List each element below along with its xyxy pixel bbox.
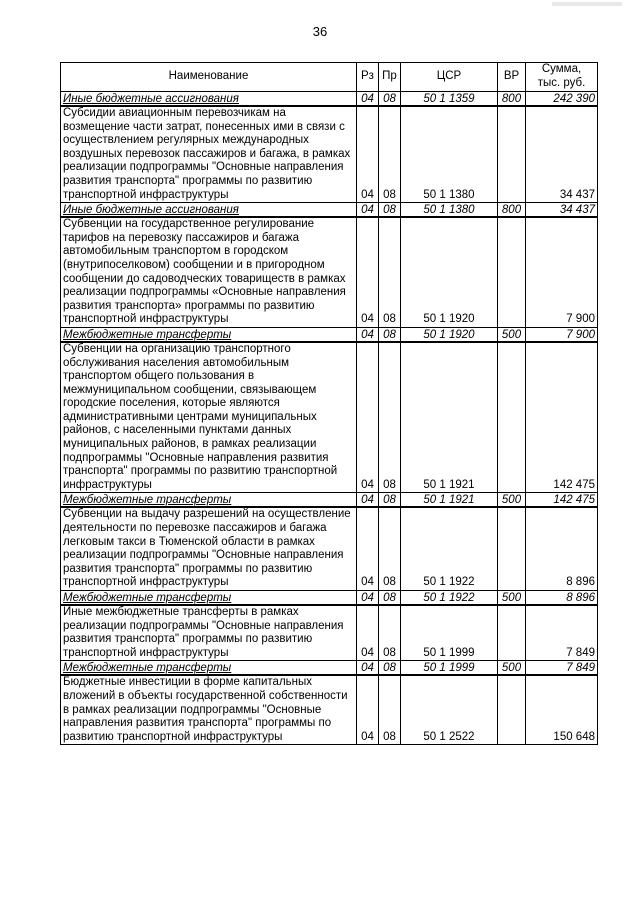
row-name: Межбюджетные трансферты (61, 327, 357, 342)
row-rz: 04 (357, 661, 379, 676)
row-rz: 04 (357, 605, 379, 661)
row-vr (498, 217, 526, 327)
header-pr: Пр (379, 63, 401, 92)
header-rz: Рз (357, 63, 379, 92)
row-csr: 50 1 1999 (401, 605, 498, 661)
table-row (61, 675, 598, 744)
row-name: Межбюджетные трансферты (61, 591, 357, 606)
row-sum: 7 900 (526, 327, 598, 342)
header-csr: ЦСР (401, 63, 498, 92)
budget-table (60, 62, 598, 745)
row-vr: 800 (498, 203, 526, 218)
row-rz: 04 (357, 327, 379, 342)
row-pr: 08 (379, 605, 401, 661)
row-sum: 142 475 (526, 342, 598, 493)
header-name: Наименование (61, 63, 357, 92)
row-pr: 08 (379, 675, 401, 744)
row-name: Субвенции на государственное регулирование тарифов на перевозку пассажиров и багажа автомобильным транспортом в городском (внутрипоселковом) сообщении и в пригородном сообщении до садоводческих товариществ в рамках реализации подпрограммы «Основные направления развития транспорта» программы по развитию транспортной инфраструктуры (61, 217, 357, 327)
row-rz: 04 (357, 92, 379, 107)
row-sum: 7 849 (526, 605, 598, 661)
row-pr: 08 (379, 591, 401, 606)
table-row (61, 92, 598, 107)
row-pr: 08 (379, 92, 401, 107)
row-pr: 08 (379, 661, 401, 676)
row-sum: 242 390 (526, 92, 598, 107)
row-vr (498, 675, 526, 744)
row-name: Иные бюджетные ассигнования (61, 92, 357, 107)
header-sum-line1: Сумма, (541, 63, 582, 76)
page-number: 36 (312, 24, 328, 39)
row-rz: 04 (357, 203, 379, 218)
row-pr: 08 (379, 507, 401, 590)
table-row (61, 493, 598, 508)
row-vr: 800 (498, 92, 526, 107)
row-name: Субвенции на организацию транспортного обслуживания населения автомобильным транспортом общего пользования в межмуниципальном сообщении, связывающем городские поселения, которые являются административными центрами муниципальных районов, с населенными пунктами данных муниципальных районов, в рамках реализации подпрограммы "Основные направления развития транспорта" программы по развитию транспортной инфраструктуры (61, 342, 357, 493)
row-csr: 50 1 1921 (401, 493, 498, 508)
row-rz: 04 (357, 106, 379, 203)
row-pr: 08 (379, 342, 401, 493)
row-rz: 04 (357, 675, 379, 744)
row-sum: 34 437 (526, 106, 598, 203)
row-pr: 08 (379, 106, 401, 203)
header-sum (526, 63, 598, 92)
row-rz: 04 (357, 507, 379, 590)
header-sum-line2: тыс. руб. (537, 77, 586, 89)
row-csr: 50 1 2522 (401, 675, 498, 744)
row-csr: 50 1 1922 (401, 507, 498, 590)
row-vr: 500 (498, 661, 526, 676)
table-row (61, 327, 598, 342)
row-rz: 04 (357, 493, 379, 508)
row-vr (498, 507, 526, 590)
row-name: Субвенции на выдачу разрешений на осуществление деятельности по перевозке пассажиров и багажа легковым такси в Тюменской области в рамках реализации подпрограммы "Основные направления развития транспорта" программы по развитию транспортной инфраструктуры (61, 507, 357, 590)
row-rz: 04 (357, 217, 379, 327)
table-row (61, 217, 598, 327)
row-sum: 142 475 (526, 493, 598, 508)
table-row (61, 591, 598, 606)
row-sum: 8 896 (526, 507, 598, 590)
row-vr (498, 605, 526, 661)
row-csr: 50 1 1921 (401, 342, 498, 493)
row-vr (498, 342, 526, 493)
row-rz: 04 (357, 591, 379, 606)
row-sum: 7 900 (526, 217, 598, 327)
row-csr: 50 1 1922 (401, 591, 498, 606)
row-csr: 50 1 1359 (401, 92, 498, 107)
scan-artifact (552, 2, 622, 6)
row-name: Иные бюджетные ассигнования (61, 203, 357, 218)
row-pr: 08 (379, 493, 401, 508)
row-csr: 50 1 1920 (401, 327, 498, 342)
row-rz: 04 (357, 342, 379, 493)
row-sum: 7 849 (526, 661, 598, 676)
table-row (61, 106, 598, 203)
row-vr: 500 (498, 327, 526, 342)
table-row (61, 342, 598, 493)
row-name: Иные межбюджетные трансферты в рамках реализации подпрограммы "Основные направления развития транспорта" программы по развитию транспортной инфраструктуры (61, 605, 357, 661)
row-vr (498, 106, 526, 203)
row-csr: 50 1 1380 (401, 106, 498, 203)
row-pr: 08 (379, 327, 401, 342)
row-name: Межбюджетные трансферты (61, 661, 357, 676)
table-row (61, 605, 598, 661)
row-csr: 50 1 1380 (401, 203, 498, 218)
table-row (61, 507, 598, 590)
header-vr: ВР (498, 63, 526, 92)
row-csr: 50 1 1920 (401, 217, 498, 327)
table-row (61, 203, 598, 218)
row-sum: 8 896 (526, 591, 598, 606)
row-name: Бюджетные инвестиции в форме капитальных вложений в объекты государственной собственности в рамках реализации подпрограммы "Основные направления развития транспорта" программы по развитию транспортной инфраструктуры (61, 675, 357, 744)
row-sum: 150 648 (526, 675, 598, 744)
row-name: Межбюджетные трансферты (61, 493, 357, 508)
row-name: Субсидии авиационным перевозчикам на возмещение части затрат, понесенных ими в связи с осуществлением регулярных международных воздушных перевозок пассажиров и багажа, в рамках реализации подпрограммы "Основные направления развития транспорта" программы по развитию транспортной инфраструктуры (61, 106, 357, 203)
row-pr: 08 (379, 217, 401, 327)
table-header-row (61, 63, 598, 92)
row-csr: 50 1 1999 (401, 661, 498, 676)
row-vr: 500 (498, 591, 526, 606)
row-vr: 500 (498, 493, 526, 508)
row-sum: 34 437 (526, 203, 598, 218)
row-pr: 08 (379, 203, 401, 218)
table-row (61, 661, 598, 676)
